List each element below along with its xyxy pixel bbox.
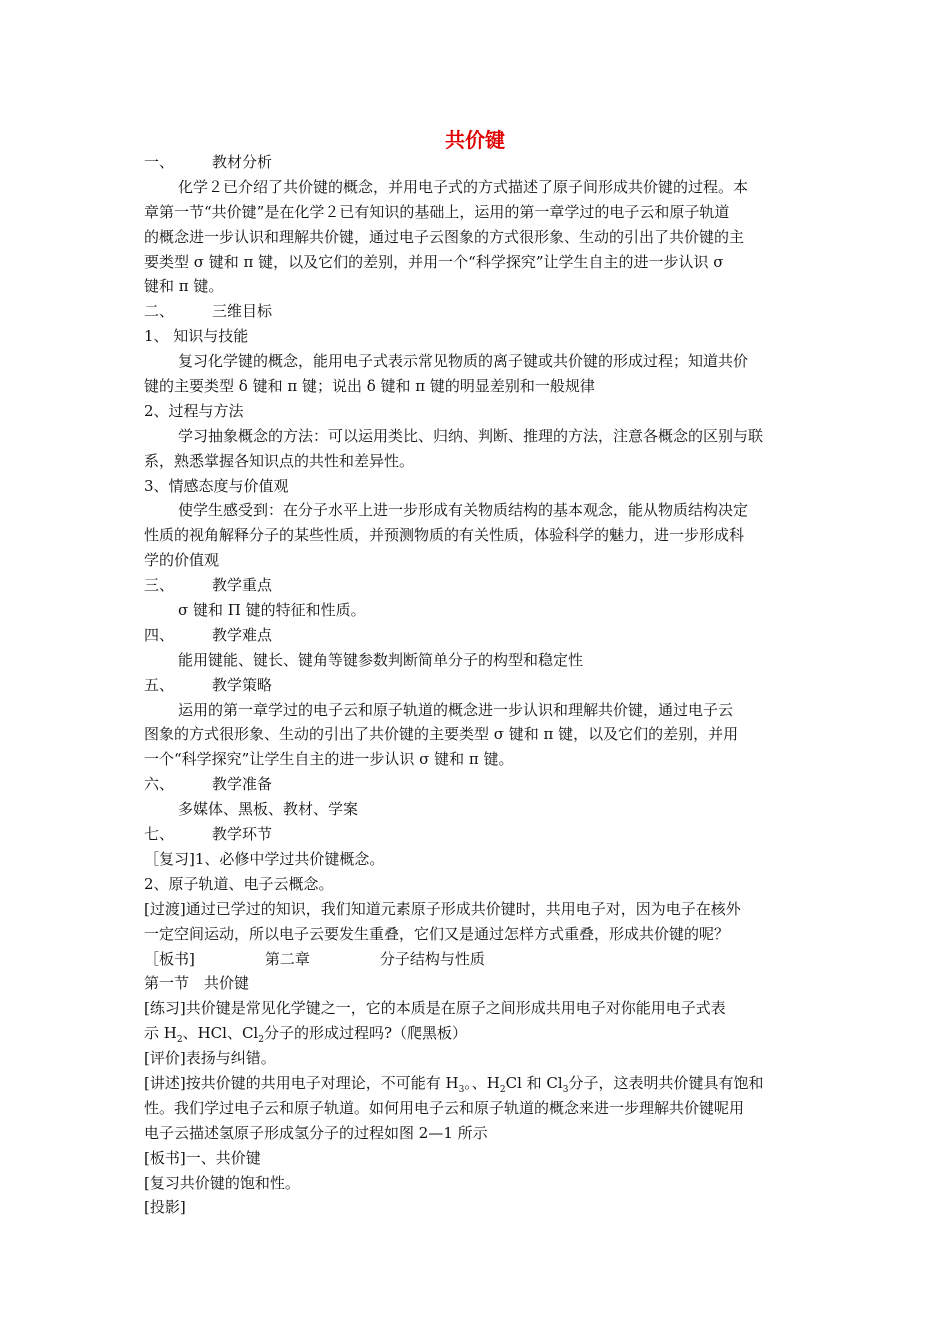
- paragraph-line: 键的主要类型 δ 键和 π 键；说出 δ 键和 π 键的明显差别和一般规律: [144, 377, 595, 396]
- page-title: 共价键: [445, 128, 505, 152]
- section-heading: 一、 教材分析: [144, 153, 273, 171]
- paragraph-line: 运用的第一章学过的电子云和原子轨道的概念进一步认识和理解共价键，通过电子云: [178, 700, 734, 719]
- paragraph-line: σ 键和 Π 键的特征和性质。: [178, 601, 366, 620]
- paragraph-line: 能用键能、键长、键角等键参数判断简单分子的构型和稳定性: [178, 650, 584, 669]
- subsection-heading: 3、情感态度与价值观: [144, 476, 289, 495]
- section-heading: 七、 教学环节: [144, 825, 273, 844]
- paragraph-line: 化学２已介绍了共价键的概念，并用电子式的方式描述了原子间形成共价键的过程。本: [178, 177, 749, 196]
- section-heading: 六、 教学准备: [144, 775, 273, 794]
- paragraph-line: [讲述]按共价键的共用电子对理论，不可能有 $H_3$。、$H_2Cl$ 和 $Cl_3$分子，这表明共价键具有饱和: [144, 1073, 764, 1095]
- paragraph-line: 使学生感受到：在分子水平上进一步形成有关物质结构的基本观念，能从物质结构决定: [178, 501, 749, 520]
- paragraph-line: 示 $H_2$、HCl、$Cl_2$分子的形成过程吗?（爬黑板）: [144, 1024, 468, 1046]
- paragraph-line: 学的价值观: [144, 551, 220, 570]
- paragraph-line: [投影]: [144, 1198, 186, 1217]
- paragraph-line: 第一节 共价键: [144, 974, 250, 993]
- section-heading: 四、 教学难点: [144, 625, 273, 644]
- paragraph-line: 系，熟悉掌握各知识点的共性和差异性。: [144, 451, 415, 470]
- paragraph-line: 性。我们学过电子云和原子轨道。如何用电子云和原子轨道的概念来进一步理解共价键呢用: [144, 1098, 745, 1117]
- paragraph-line: [板书]一、共价键: [144, 1148, 261, 1167]
- paragraph-line: 电子云描述氢原子形成氢分子的过程如图 2—1 所示: [144, 1123, 488, 1142]
- paragraph-line: ［复习]1、必修中学过共价键概念。: [144, 849, 385, 868]
- paragraph-line: 2、原子轨道、电子云概念。: [144, 874, 334, 893]
- paragraph-line: 图象的方式很形象、生动的引出了共价键的主要类型 σ 键和 π 键，以及它们的差别，并用: [144, 725, 739, 744]
- paragraph-line: 多媒体、黑板、教材、学案: [178, 800, 359, 819]
- paragraph-line: [复习共价键的饱和性。: [144, 1173, 300, 1192]
- paragraph-line: 键和 π 键。: [144, 277, 224, 296]
- paragraph-line: 的概念进一步认识和理解共价键，通过电子云图象的方式很形象、生动的引出了共价键的主: [144, 227, 745, 246]
- paragraph-line: [过渡]通过已学过的知识，我们知道元素原子形成共价键时，共用电子对，因为电子在核外: [144, 899, 741, 918]
- subsection-heading: 2、过程与方法: [144, 401, 244, 420]
- paragraph-line: 性质的视角解释分子的某些性质，并预测物质的有关性质，体验科学的魅力，进一步形成科: [144, 526, 745, 545]
- paragraph-line: 要类型 σ 键和 π 键，以及它们的差别，并用一个“科学探究”让学生自主的进一步认识 σ: [144, 252, 724, 271]
- paragraph-line: 章第一节“共价键”是在化学２已有知识的基础上，运用的第一章学过的电子云和原子轨道: [144, 202, 730, 221]
- paragraph-line: 一个“科学探究”让学生自主的进一步认识 σ 键和 π 键。: [144, 750, 514, 769]
- paragraph-line: [练习]共价键是常见化学键之一，它的本质是在原子之间形成共用电子对你能用电子式表: [144, 999, 726, 1018]
- board-heading: ［板书] 第二章 分子结构与性质: [144, 949, 485, 968]
- section-heading: 三、 教学重点: [144, 576, 273, 595]
- paragraph-line: 复习化学键的概念，能用电子式表示常见物质的离子键或共价键的形成过程；知道共价: [178, 352, 749, 371]
- subsection-heading: 1、 知识与技能: [144, 327, 249, 346]
- document-body: [144, 150, 809, 1220]
- section-heading: 五、 教学策略: [144, 675, 273, 694]
- paragraph-line: 学习抽象概念的方法：可以运用类比、归纳、判断、推理的方法，注意各概念的区别与联: [178, 426, 764, 445]
- paragraph-line: [评价]表扬与纠错。: [144, 1049, 276, 1068]
- section-heading: 二、 三维目标: [144, 302, 273, 321]
- paragraph-line: 一定空间运动，所以电子云要发生重叠，它们又是通过怎样方式重叠，形成共价键的呢？: [144, 924, 730, 943]
